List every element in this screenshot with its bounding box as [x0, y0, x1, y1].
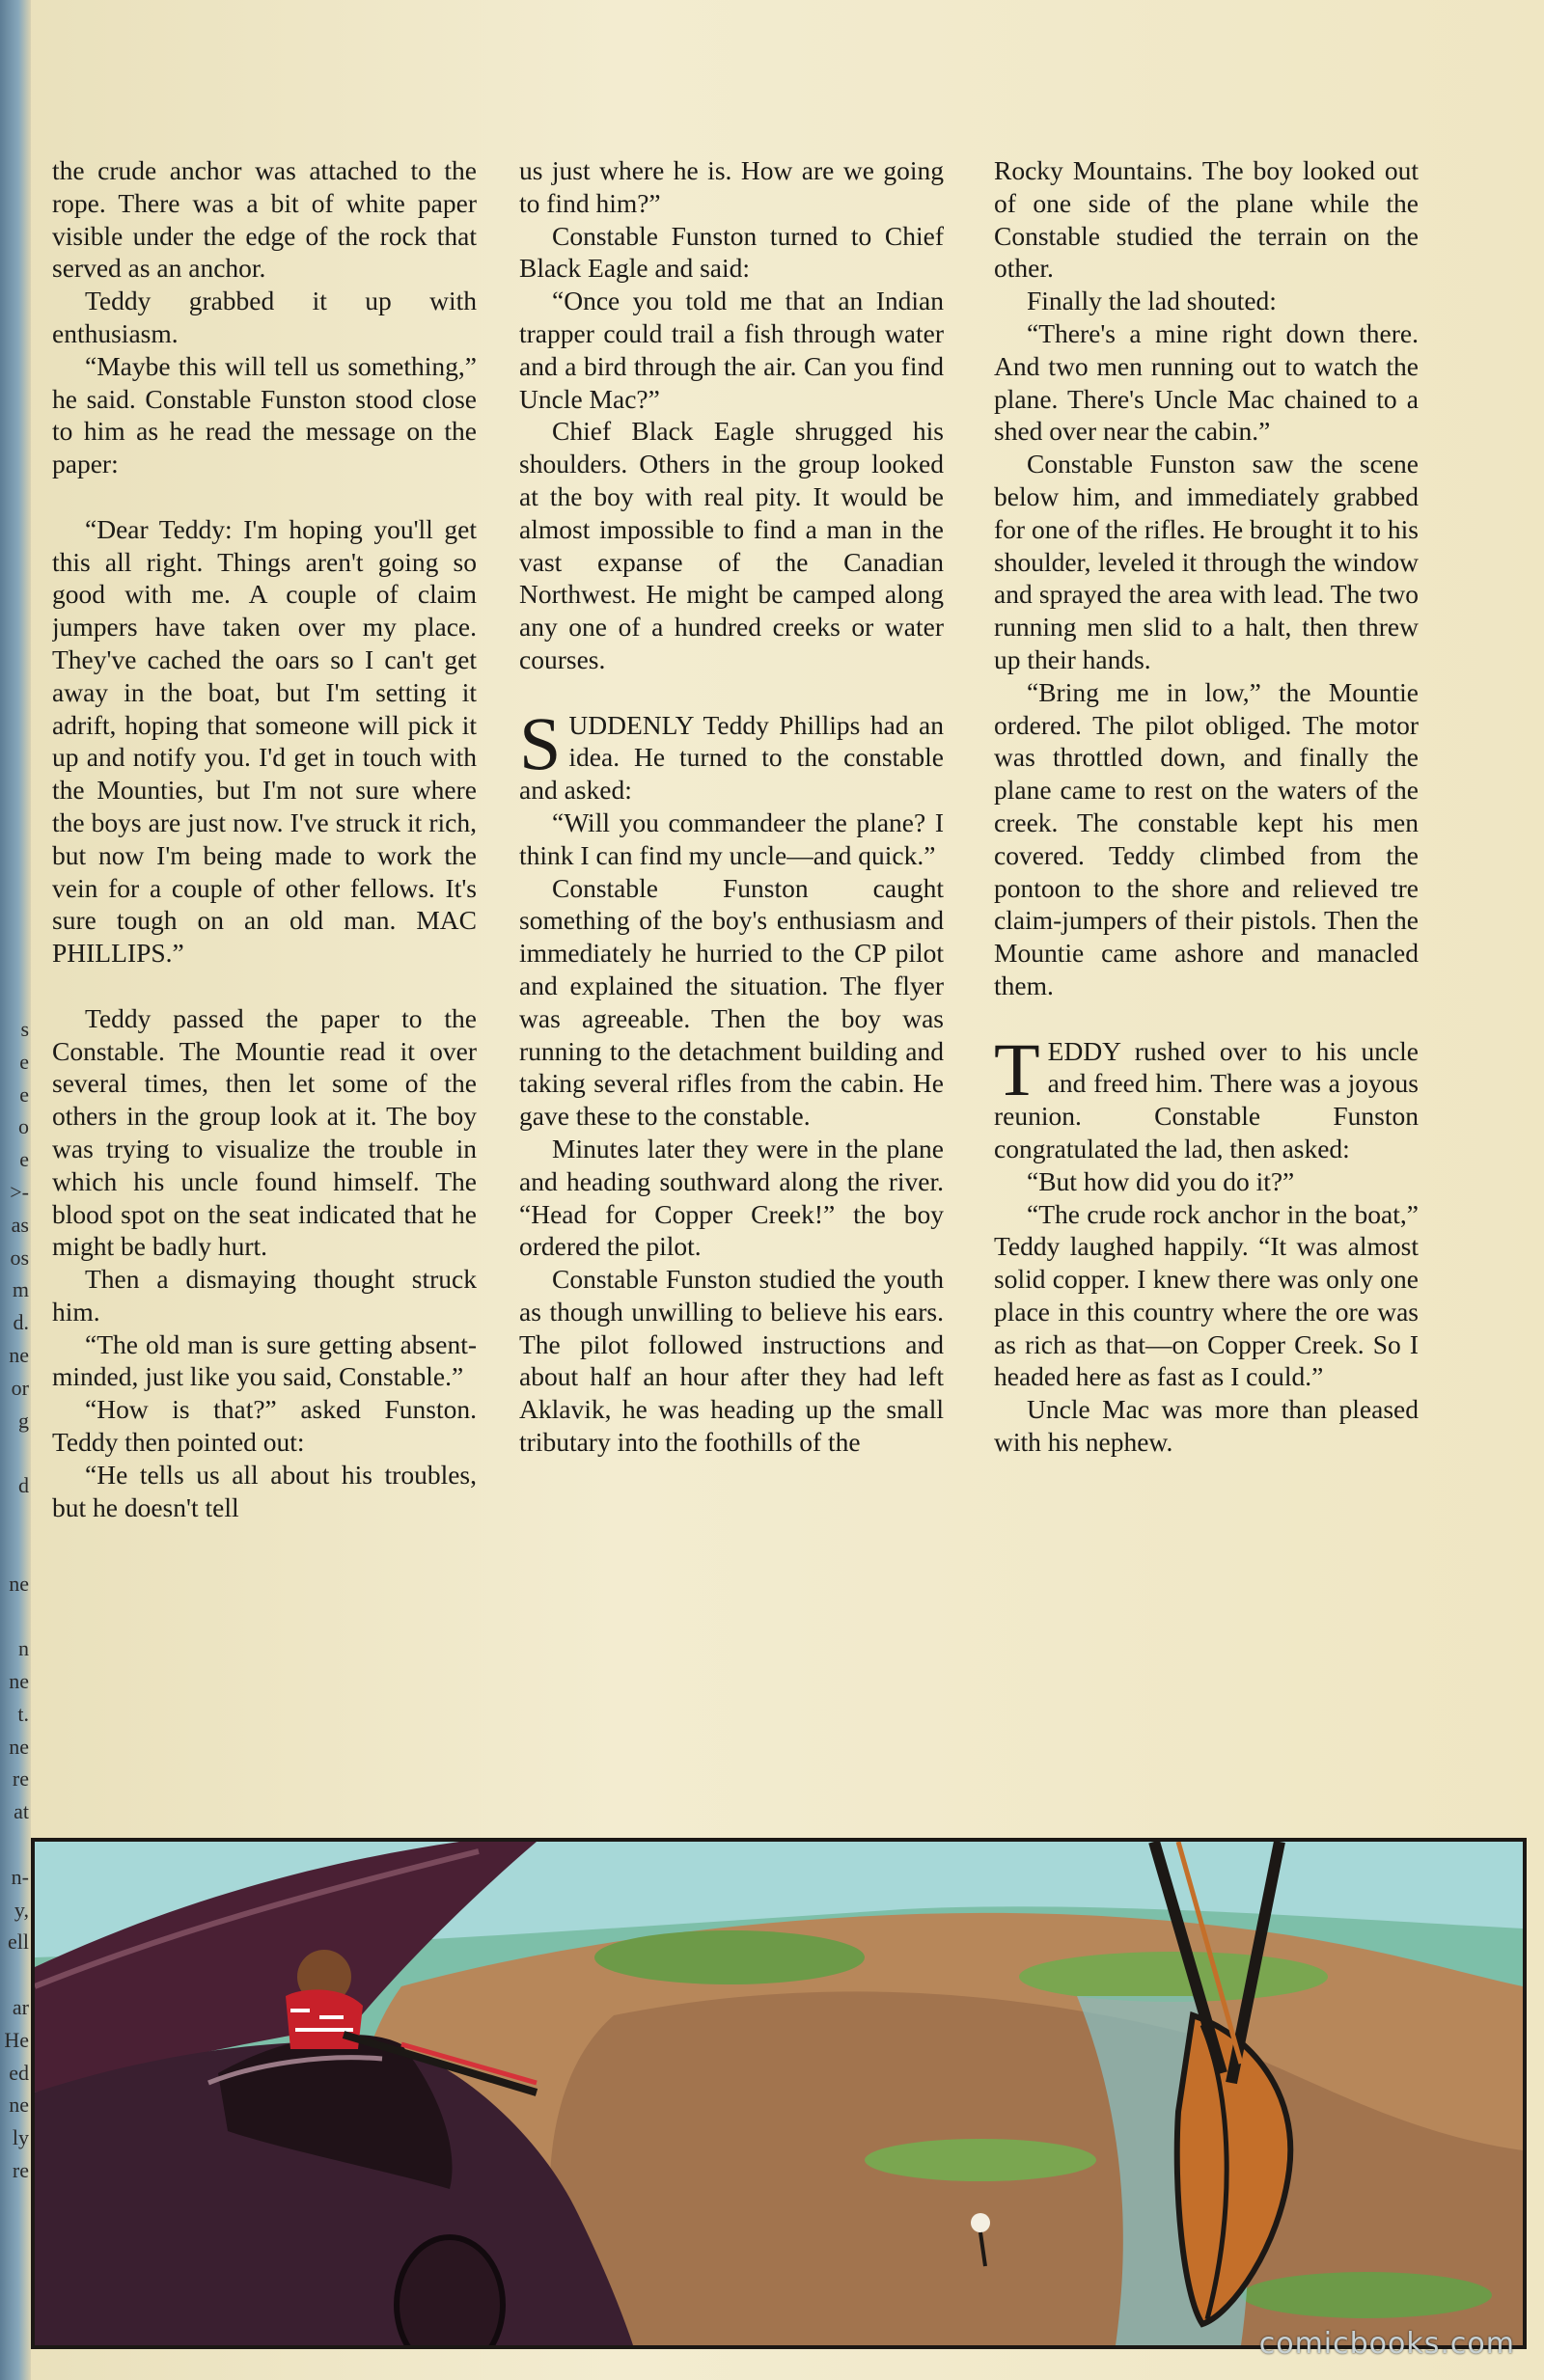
paragraph-text: “He tells us all about his troubles, but he doesn't tell: [52, 1459, 477, 1522]
paragraph-text: “But how did you do it?”: [1027, 1165, 1295, 1196]
paragraph: [52, 513, 477, 970]
paragraph-text: Then a dismaying thought struck him.: [52, 1264, 477, 1327]
binding-gutter: [0, 0, 31, 2380]
paragraph-text: “The crude rock anchor in the boat,” Teddy laughed happily. “It was almost solid copper. I knew there was only one place in this country where the ore was as rich as that—on Copper Creek. So I headed here as fast as I could.”: [994, 1198, 1419, 1392]
paragraph-text: Chief Black Eagle shrugged his shoulders. Others in the group looked at the boy with real pity. It would be almost impossible to find a man in the vast expanse of the Canadian Northwest. He might be camped along any one of a hundred creeks or water courses.: [519, 416, 944, 674]
paragraph-text: Uncle Mac was more than pleased with his nephew.: [994, 1394, 1419, 1458]
paragraph: [994, 1198, 1419, 1394]
paragraph-text: Rocky Mountains. The boy looked out of one side of the plane while the Constable studied the terrain on the other.: [994, 155, 1419, 284]
paragraph: [519, 700, 944, 807]
illustration-plane-over-creek: [35, 1842, 1523, 2345]
drop-cap: S: [519, 700, 562, 785]
text-column-1: [52, 154, 477, 1833]
paragraph-text: Constable Funston turned to Chief Black Eagle and said:: [519, 220, 944, 284]
paragraph-text: Constable Funston saw the scene below him, and immediately grabbed for one of the rifles. He brought it to his shoulder, leveled it through the window and sprayed the area with lead. The two running men slid to a halt, then threw up their hands.: [994, 449, 1419, 674]
text-column-2: [519, 154, 944, 1833]
paragraph: [994, 1165, 1419, 1198]
paragraph-text: Teddy passed the paper to the Constable. The Mountie read it over several times, then let some of the others in the group look at it. The boy was trying to visualize the trouble in which his uncle found himself. The blood spot on the seat indicated that he might be badly hurt.: [52, 1002, 477, 1262]
paragraph-text: “There's a mine right down there. And two men running out to watch the plane. There's Uncle Mac chained to a shed over near the cabin.”: [994, 317, 1419, 447]
paragraph-text: “The old man is sure getting absent-minded, just like you said, Constable.”: [52, 1328, 477, 1392]
paragraph-text: Minutes later they were in the plane and heading southward along the river. “Head for Copper Creek!” the boy ordered the pilot.: [519, 1133, 944, 1262]
text-column-3: [994, 154, 1419, 1833]
paragraph-text: the crude anchor was attached to the rope. There was a bit of white paper visible under the edge of the rock that served as an anchor.: [52, 155, 477, 284]
paragraph: [994, 448, 1419, 676]
paragraph-text: “Once you told me that an Indian trapper could trail a fish through water and a bird through the air. Can you find Uncle Mac?”: [519, 286, 944, 414]
gutter-text-fragments: s e e o e >- as os m d. ne or g d ne n ne t. ne re at n- y, ell ar He ed ne ly re: [4, 1017, 29, 2182]
paragraph: [52, 350, 477, 480]
paragraph-text: Constable Funston caught something of the boy's enthusiasm and immediately he hurried to the CP pilot and explained the situation. The flyer was agreeable. Then the boy was running to the detachment building and taking several rifles from the cabin. He gave these to the constable.: [519, 872, 944, 1132]
paragraph: [519, 415, 944, 675]
paragraph: [52, 154, 477, 285]
paragraph: [52, 1459, 477, 1524]
paragraph-spacer: [994, 1002, 1419, 1035]
paragraph: [519, 872, 944, 1133]
paragraph-text: Constable Funston studied the youth as though unwilling to believe his ears. The pilot followed instructions and about half an hour after they had left Aklavik, he was heading up the small tributary into the foothills of the: [519, 1264, 944, 1458]
paragraph-text: UDDENLY Teddy Phillips had an idea. He turned to the constable and asked:: [519, 709, 944, 806]
paragraph: [519, 807, 944, 872]
illustration-panel: [31, 1838, 1527, 2349]
paragraph: [994, 1393, 1419, 1459]
paragraph: [519, 154, 944, 220]
paragraph: [994, 1026, 1419, 1165]
paragraph-text: “How is that?” asked Funston. Teddy then pointed out:: [52, 1394, 477, 1458]
paragraph: [52, 1393, 477, 1459]
paragraph-text: Finally the lad shouted:: [1027, 286, 1277, 316]
paragraph: [519, 1263, 944, 1459]
paragraph: [994, 317, 1419, 448]
paragraph: [994, 285, 1419, 317]
paragraph: [52, 1328, 477, 1394]
paragraph: [994, 154, 1419, 285]
paragraph-text: EDDY rushed over to his uncle and freed him. There was a joyous reunion. Constable Funston congratulated the lad, then asked:: [994, 1035, 1419, 1163]
paragraph-text: “Bring me in low,” the Mountie ordered. The pilot obliged. The motor was throttled down, and finally the plane came to rest on the waters of the creek. The constable kept his men covered. Teddy climbed from the pontoon to the shore and relieved tre claim-jumpers of their pistols. Then the Mountie came ashore and manacled them.: [994, 676, 1419, 1000]
paragraph-text: “Will you commandeer the plane? I think I can find my uncle—and quick.”: [519, 807, 944, 870]
paragraph-text: “Maybe this will tell us something,” he said. Constable Funston stood close to him as he read the message on the paper:: [52, 350, 477, 479]
paragraph-spacer: [519, 676, 944, 709]
paragraph: [519, 285, 944, 415]
drop-cap: T: [994, 1026, 1040, 1111]
paragraph: [994, 676, 1419, 1002]
paragraph-spacer: [52, 970, 477, 1002]
watermark: comicbooks.com: [1258, 2327, 1515, 2361]
paragraph-text: “Dear Teddy: I'm hoping you'll get this all right. Things aren't going so good with me. A couple of claim jumpers have taken over my place. They've cached the oars so I can't get away in the boat, but I'm setting it adrift, hoping that someone will pick it up and notify you. I'd get in touch with the Mounties, but I'm not sure where the boys are just now. I've struck it rich, but now I'm being made to work the vein for a couple of other fellows. It's sure tough on an old man. MAC PHILLIPS.”: [52, 513, 477, 969]
paragraph-spacer: [52, 480, 477, 513]
paragraph: [519, 1133, 944, 1263]
paragraph: [519, 220, 944, 286]
paragraph: [52, 285, 477, 350]
paragraph-text: Teddy grabbed it up with enthusiasm.: [52, 286, 477, 348]
paragraph-text: us just where he is. How are we going to find him?”: [519, 155, 944, 218]
paragraph: [52, 1002, 477, 1263]
paragraph: [52, 1263, 477, 1328]
